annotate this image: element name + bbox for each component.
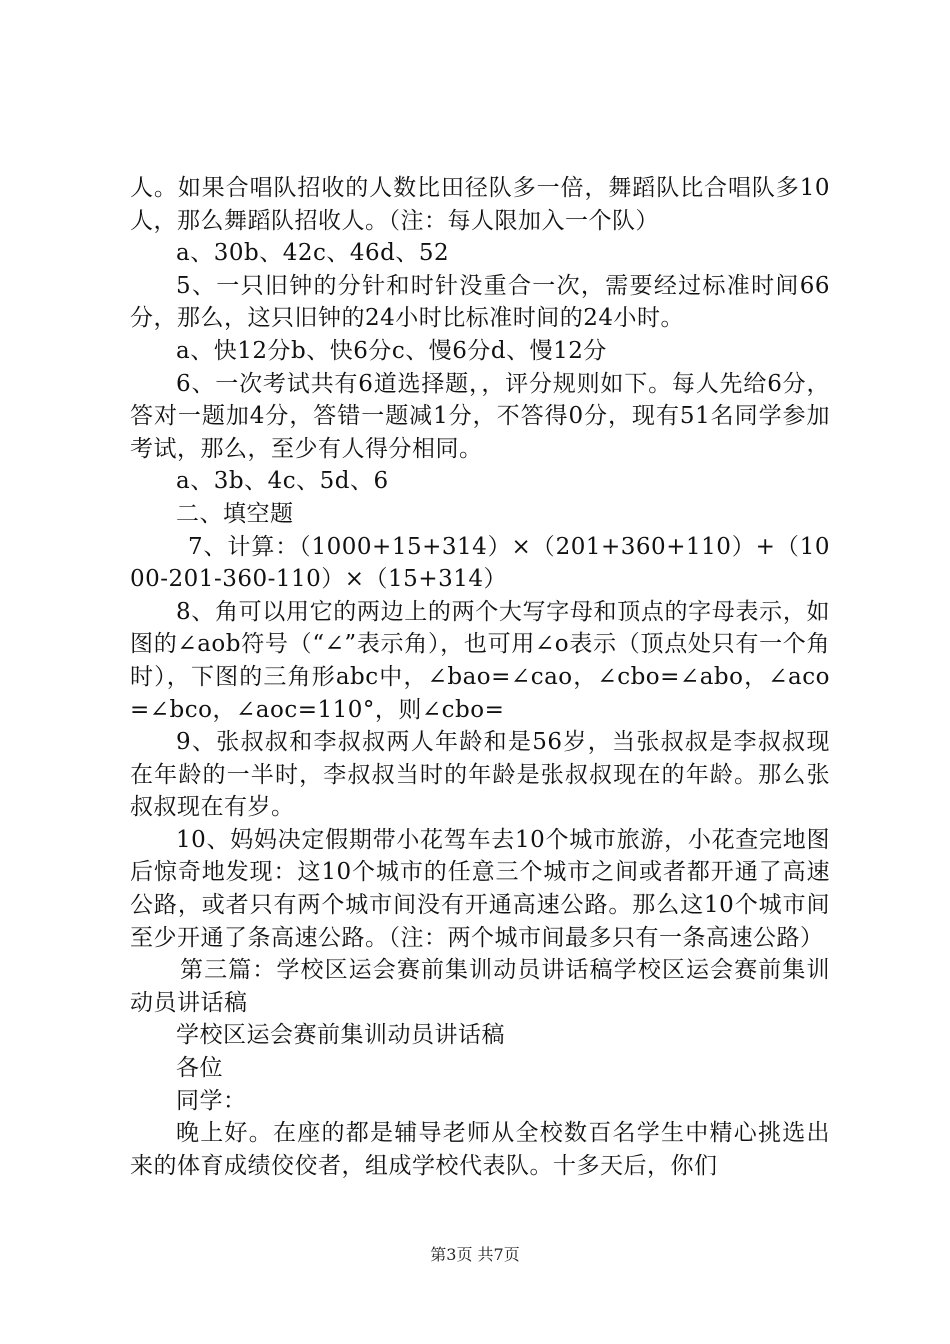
page-footer xyxy=(0,1242,950,1265)
salutation-line-2: 同学： xyxy=(176,1087,247,1114)
paragraph-10: 9、张叔叔和李叔叔两人年龄和是56岁，当张叔叔是李叔叔现在年龄的一半时，李叔叔当时的年龄是张叔叔现在的年龄。那么张叔叔现在有岁。 xyxy=(130,729,830,821)
paragraph-5: 6、一次考试共有6道选择题，，评分规则如下。每人先给6分，答对一题加4分，答错一题减1分，不答得0分，现有51名同学参加考试，那么，至少有人得分相同。 xyxy=(130,370,830,462)
paragraph-11: 10、妈妈决定假期带小花驾车去10个城市旅游，小花查完地图后惊奇地发现：这10个城市的任意三个城市之间或者都开通了高速公路，或者只有两个城市间没有开通高速公路。那么这10个城市间至少开通了条高速公路。（注：两个城市间最多只有一条高速公路） xyxy=(130,826,830,951)
chapter-title: 第三篇：学校区运会赛前集训动员讲话稿学校区运会赛前集训动员讲话稿 xyxy=(130,957,830,1016)
paragraph-2: a、30b、42c、46d、52 xyxy=(176,240,450,267)
paragraph-8: 7、计算：（1000+15+314）×（201+360+110）+（1000-201-360-110）×（15+314） xyxy=(130,533,830,593)
paragraph-1: 人。如果合唱队招收的人数比田径队多一倍，舞蹈队比合唱队多10人，那么舞蹈队招收人。（注：每人限加入一个队） xyxy=(130,175,830,234)
paragraph-3: 5、一只旧钟的分针和时针没重合一次，需要经过标准时间66分，那么，这只旧钟的24小时比标准时间的24小时。 xyxy=(130,272,830,332)
page-number: 第3页 共7页 xyxy=(430,1245,520,1264)
section-heading-fill-in: 二、填空题 xyxy=(176,500,294,527)
document-body xyxy=(130,172,830,1182)
paragraph-9: 8、角可以用它的两边上的两个大写字母和顶点的字母表示，如图的∠aob符号（“∠”表示角），也可用∠o表示（顶点处只有一个角时），下图的三角形abc中，∠bao=∠cao，∠cbo=∠abo，∠aco=∠bco，∠aoc=110°，则∠cbo= xyxy=(130,598,830,723)
paragraph-6: a、3b、4c、5d、6 xyxy=(176,468,389,495)
salutation-line-1: 各位 xyxy=(176,1055,223,1082)
speech-title: 学校区运会赛前集训动员讲话稿 xyxy=(176,1022,505,1049)
paragraph-16: 晚上好。在座的都是辅导老师从全校数百名学生中精心挑选出来的体育成绩佼佼者，组成学校代表队。十多天后，你们 xyxy=(130,1120,830,1179)
paragraph-4: a、快12分b、快6分c、慢6分d、慢12分 xyxy=(176,337,607,364)
